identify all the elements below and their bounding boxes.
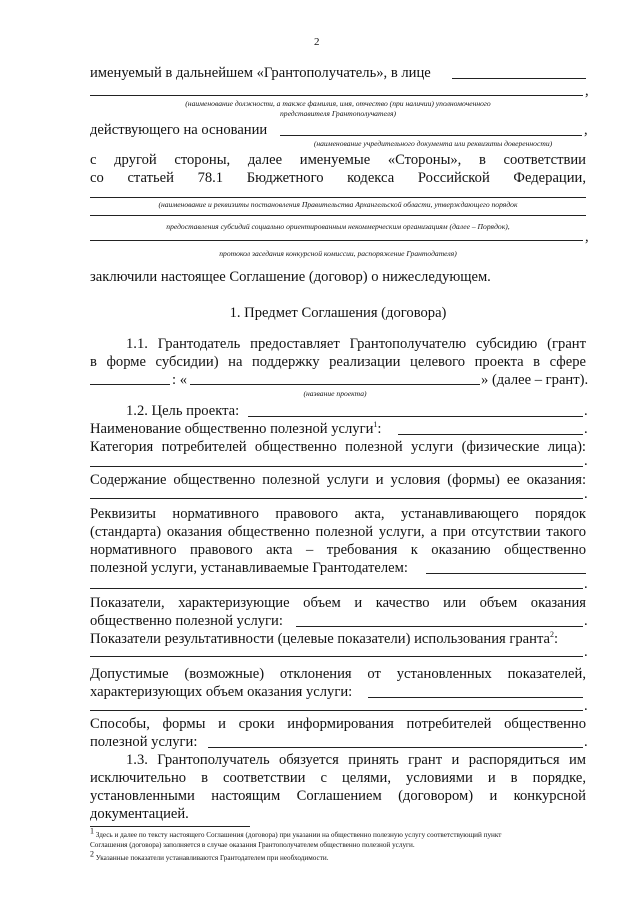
text-line: Реквизиты нормативного правового акта, устанавливающего порядок — [90, 506, 586, 522]
text-line: в форме субсидии) на поддержку реализации целевого проекта в сфере — [90, 354, 586, 370]
punctuation: . — [584, 734, 588, 750]
punctuation: . — [584, 613, 588, 629]
text-fragment: : — [377, 421, 382, 437]
text-fragment: Наименование общественно полезной услуги — [90, 421, 374, 437]
footnote-number: 1 — [90, 826, 94, 836]
text-line: Показатели, характеризующие объем и качество или объем оказания — [90, 595, 586, 611]
text-line: полезной услуги: — [90, 734, 198, 750]
punctuation: , — [585, 83, 589, 99]
fill-line — [90, 95, 583, 96]
page-number: 2 — [314, 36, 320, 48]
fill-line — [368, 697, 583, 698]
text-line: исключительно в соответствии с целями, условиями и в порядке, — [90, 770, 586, 786]
footnote-number: 2 — [90, 849, 94, 859]
text-line: 1.3. Грантополучатель обязуется принять грант и распорядиться им — [126, 752, 586, 768]
text-line: именуемый в дальнейшем «Грантополучатель», в лице — [90, 65, 431, 81]
footnote-text: Указанные показатели устанавливаются Грантодателем при необходимости. — [95, 854, 329, 862]
text-line — [90, 420, 381, 438]
punctuation: . — [584, 698, 588, 714]
text-fragment: Показатели результативности (целевые показатели) использования гранта — [90, 631, 550, 647]
fill-line — [90, 588, 583, 589]
punctuation: . — [584, 644, 588, 660]
punctuation: . — [584, 453, 588, 469]
text-line: 1.2. Цель проекта: — [126, 403, 240, 419]
fill-line — [90, 240, 583, 241]
field-caption: протокол заседания конкурсной комиссии, распоряжение Грантодателя) — [219, 249, 457, 258]
fill-line — [296, 626, 583, 627]
text-line: полезной услуги, устанавливаемые Грантодателем: — [90, 560, 408, 576]
fill-line — [248, 416, 583, 417]
field-caption: предоставления субсидий социально ориентированным некоммерческим организациям (далее – Порядок), — [166, 222, 510, 231]
text-line: установленными настоящим Соглашением (договором) и конкурсной — [90, 788, 586, 804]
punctuation: , — [584, 122, 588, 138]
fill-line — [190, 384, 480, 385]
footnote-1 — [90, 826, 502, 840]
text-line: Содержание общественно полезной услуги и условия (формы) ее оказания: — [90, 472, 586, 488]
fill-line — [426, 573, 586, 574]
text-line: документацией. — [90, 806, 189, 822]
fill-line — [90, 710, 583, 711]
punctuation: . — [584, 421, 588, 437]
footnote-2 — [90, 849, 329, 863]
text-line: характеризующих объем оказания услуги: — [90, 684, 353, 700]
text-line: с другой стороны, далее именуемые «Стороны», в соответствии — [90, 152, 586, 168]
fill-line — [90, 384, 170, 385]
footnote-text: Здесь и далее по тексту настоящего Соглашения (договора) при указании на общественно полезную услугу соответствующий пункт — [95, 831, 502, 839]
footnote-separator — [90, 826, 250, 827]
fill-line — [90, 466, 583, 467]
fill-line — [90, 656, 583, 657]
text-line: нормативного правового акта – требования к оказанию общественно — [90, 542, 586, 558]
field-caption: (наименование должности, а также фамилия, имя, отчество (при наличии) уполномоченного — [185, 99, 491, 108]
text-line: Категория потребителей общественно полезной услуги (физические лица): — [90, 439, 586, 455]
text-fragment: » (далее – грант). — [481, 372, 589, 388]
punctuation: . — [584, 576, 588, 592]
section-heading: 1. Предмет Соглашения (договора) — [229, 305, 447, 321]
text-fragment: : « — [172, 372, 187, 388]
footnote-ref: 2 — [550, 630, 554, 640]
fill-line — [452, 78, 586, 79]
fill-line — [90, 215, 586, 216]
punctuation: . — [584, 486, 588, 502]
text-fragment: : — [554, 631, 559, 647]
text-line: (стандарта) оказания общественно полезной услуги, а при отсутствии такого — [90, 524, 586, 540]
fill-line — [90, 498, 583, 499]
text-line: действующего на основании — [90, 122, 268, 138]
field-caption: (название проекта) — [303, 389, 367, 398]
punctuation: . — [584, 403, 588, 419]
field-caption: (наименование и реквизиты постановления Правительства Архангельской области, утверждающего порядок — [158, 200, 518, 209]
footnote-ref: 1 — [373, 420, 378, 430]
text-line: Способы, формы и сроки информирования потребителей общественно — [90, 716, 586, 732]
punctuation: , — [585, 229, 589, 245]
fill-line — [208, 747, 583, 748]
text-line: со статьей 78.1 Бюджетного кодекса Российской Федерации, — [90, 170, 586, 186]
text-line — [90, 630, 558, 648]
fill-line — [280, 135, 582, 136]
text-line: Допустимые (возможные) отклонения от установленных показателей, — [90, 666, 586, 682]
text-line: общественно полезной услуги: — [90, 613, 283, 629]
text-line: 1.1. Грантодатель предоставляет Грантополучателю субсидию (грант — [126, 336, 586, 352]
footnote-text: Соглашения (договора) заполняется в случае оказания Грантополучателем общественно полезной услуги. — [90, 841, 415, 849]
fill-line — [398, 434, 583, 435]
fill-line — [90, 197, 586, 198]
text-line: заключили настоящее Соглашение (договор) о нижеследующем. — [90, 269, 491, 285]
field-caption: (наименование учредительного документа или реквизиты доверенности) — [313, 139, 553, 148]
field-caption: представителя Грантополучателя) — [279, 109, 397, 118]
